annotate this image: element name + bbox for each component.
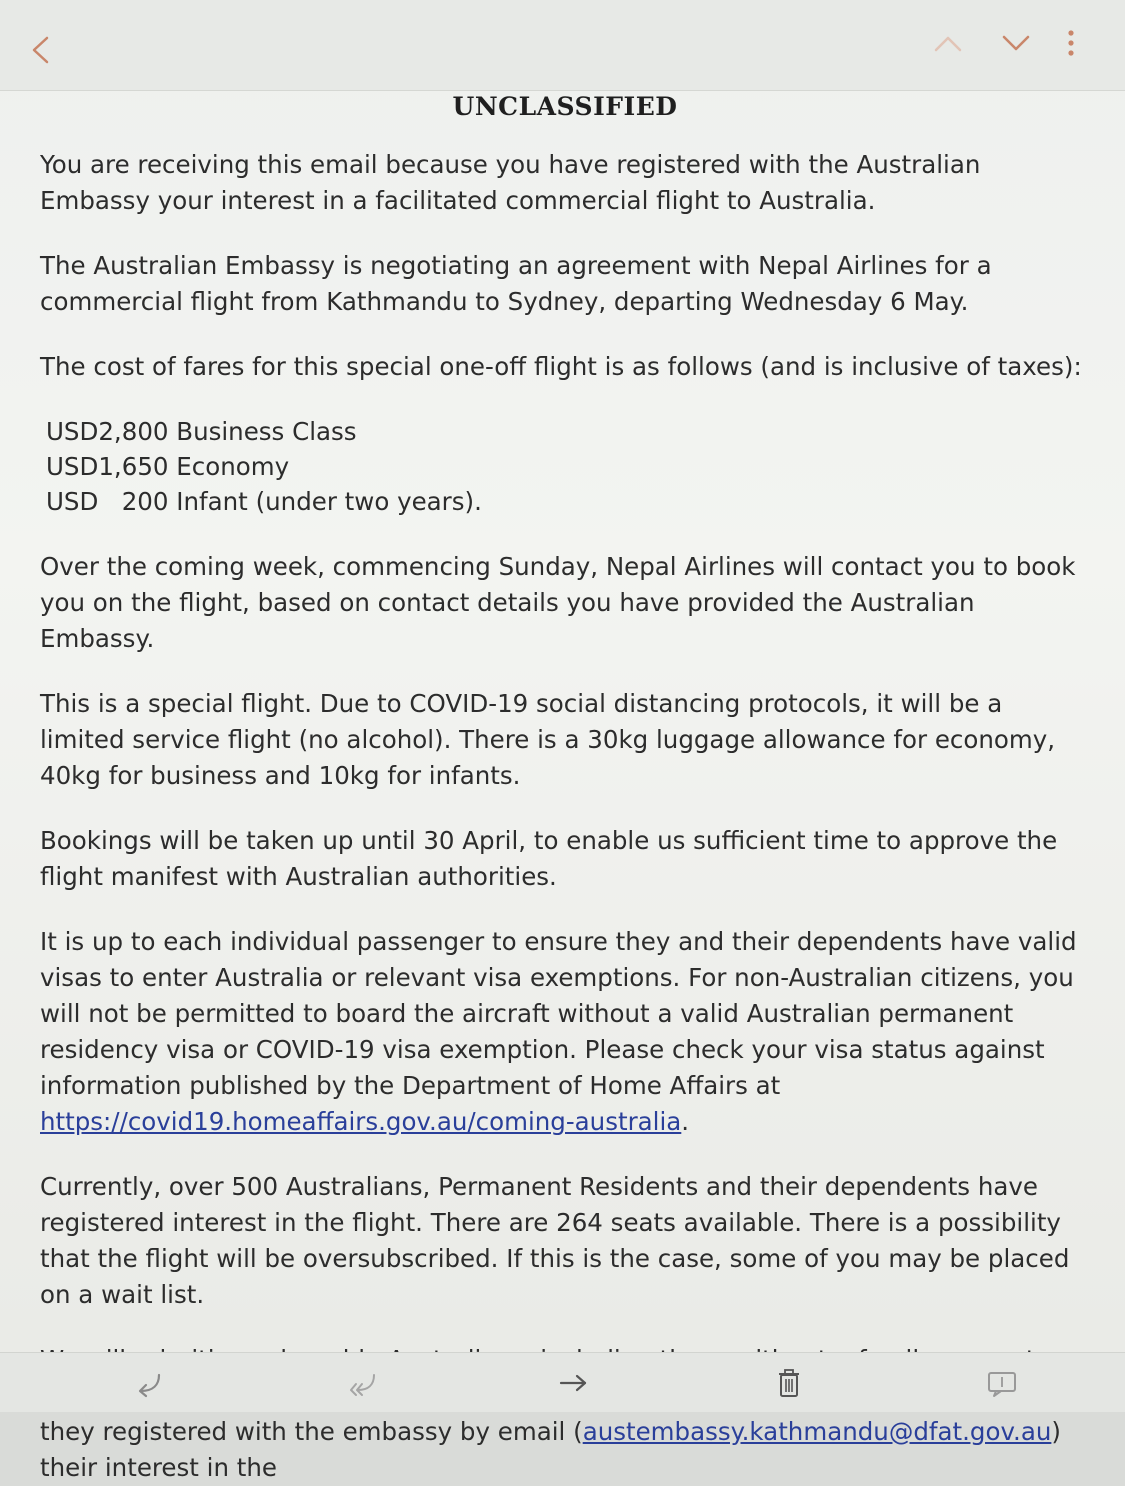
paragraph-registration: You are receiving this email because you have registered with the Australian Embassy your interest in a facilitated commercial flight to Australia. xyxy=(40,150,981,215)
move-to-folder-icon[interactable] xyxy=(980,1363,1024,1403)
chevron-left-icon[interactable] xyxy=(20,30,60,70)
paragraph-demand: Currently, over 500 Australians, Permanent Residents and their dependents have registered interest in the flight. There are 264 seats available. There is a possibility that the flight will be oversubscribed. If this is the case, some of you may be placed on a wait list. xyxy=(40,1172,1070,1309)
fare-business: USD2,800 Business Class xyxy=(46,417,357,446)
fare-list xyxy=(46,414,1090,519)
embassy-email-link[interactable]: austembassy.kathmandu@dfat.gov.au xyxy=(582,1417,1052,1446)
paragraph-booking-deadline: Bookings will be taken up until 30 April, to enable us sufficient time to approve the flight manifest with Australian authorities. xyxy=(40,826,1058,891)
fare-infant: USD 200 Infant (under two years). xyxy=(46,487,482,516)
bottom-action-bar xyxy=(0,1352,1125,1412)
classification-label: UNCLASSIFIED xyxy=(452,92,678,121)
reply-all-icon[interactable] xyxy=(340,1363,384,1403)
forward-icon[interactable] xyxy=(552,1363,596,1403)
top-toolbar xyxy=(0,0,1125,91)
paragraph-visas xyxy=(40,924,1090,1140)
home-affairs-link[interactable]: https://covid19.homeaffairs.gov.au/coming-australia xyxy=(40,1107,682,1136)
paragraph-fare-intro: The cost of fares for this special one-off flight is as follows (and is inclusive of taxes): xyxy=(40,352,1082,381)
visa-text-end: . xyxy=(681,1107,690,1136)
paragraph-booking-contact: Over the coming week, commencing Sunday, Nepal Airlines will contact you to book you on the flight, based on contact details you have provided the Australian Embassy. xyxy=(40,552,1076,653)
chevron-up-icon[interactable] xyxy=(928,26,968,60)
fare-economy: USD1,650 Economy xyxy=(46,452,290,481)
more-vertical-icon[interactable] xyxy=(1056,26,1086,60)
trash-icon[interactable] xyxy=(767,1363,811,1403)
paragraph-negotiation: The Australian Embassy is negotiating an agreement with Nepal Airlines for a commercial flight from Kathmandu to Sydney, departing Wednesday 6 May. xyxy=(40,251,992,316)
reply-icon[interactable] xyxy=(126,1363,170,1403)
email-body xyxy=(40,90,1090,1482)
paragraph-special-flight: This is a special flight. Due to COVID-19 social distancing protocols, it will be a limited service flight (no alcohol). There is a 30kg luggage allowance for economy, 40kg for business and 10kg for infants. xyxy=(40,689,1056,790)
visa-text: It is up to each individual passenger to ensure they and their dependents have valid visas to enter Australia or relevant visa exemptions. For non-Australian citizens, you will not be permitted to board the aircraft without a valid Australian permanent residency visa or COVID-19 visa exemption. Please check your visa status against information published by the Department of Home Affairs at xyxy=(40,927,1077,1100)
chevron-down-icon[interactable] xyxy=(996,26,1036,60)
priority-text: they registered with the embassy by email ( xyxy=(40,1417,583,1446)
priority-text-end: ) their interest in the xyxy=(40,1417,1061,1482)
